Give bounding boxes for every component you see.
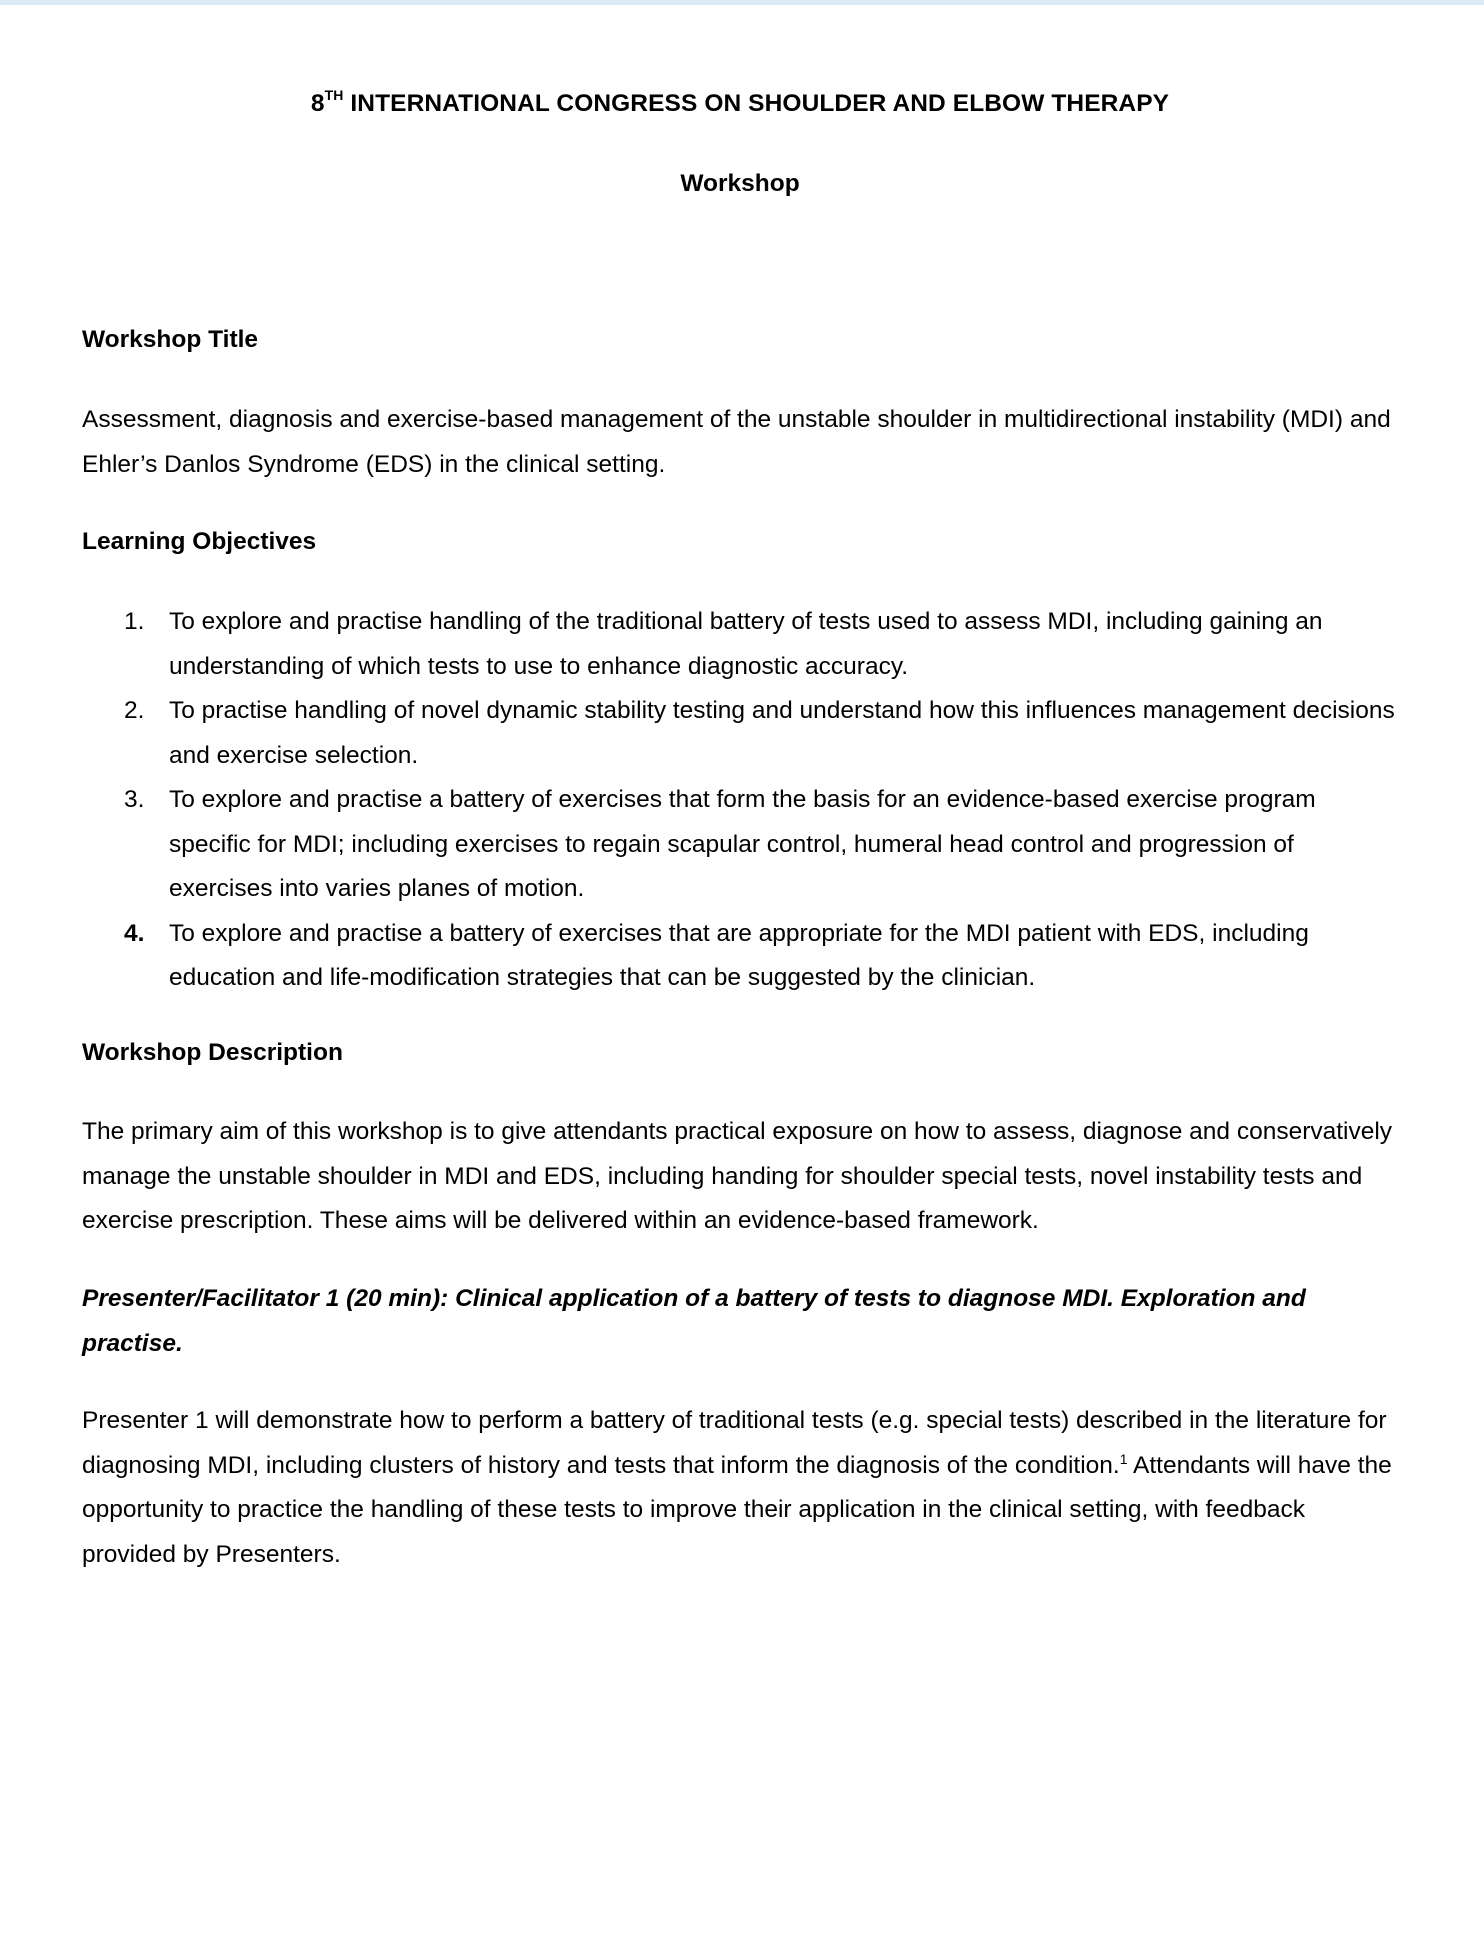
workshop-title-text: Assessment, diagnosis and exercise-based management of the unstable shoulder in multidirectional instability (MDI) and Ehler’s Danlos Syndrome (EDS) in the clinical setting. [82, 406, 1391, 478]
learning-objectives-heading: Learning Objectives [82, 528, 317, 555]
list-item [82, 912, 1398, 1001]
workshop-title-heading: Workshop Title [82, 326, 259, 353]
workshop-description-heading: Workshop Description [82, 1039, 343, 1066]
presenter-text: Presenter 1 will demonstrate how to perform a battery of traditional tests (e.g. special tests) described in the literature for diagnosing MDI, including clusters of history and tests that inform the diagnosis of the condition.$^1$ Attendants will have the opportunity to practice the handling of these tests to improve their application in the clinical setting, with feedback provided by Presenters. [82, 1407, 1392, 1568]
top-edge-strip [0, 0, 1484, 5]
document-subtitle: Workshop [680, 170, 800, 197]
objective-text: To explore and practise a battery of exercises that are appropriate for the MDI patient with EDS, including education and life-modification strategies that can be suggested by the clinician. [169, 919, 1309, 991]
list-number: 2. [124, 697, 145, 724]
list-item [82, 778, 1398, 912]
list-number: 3. [124, 786, 145, 813]
ordinal-superscript: TH [324, 86, 344, 103]
conference-title: 8TH INTERNATIONAL CONGRESS ON SHOULDER AND ELBOW THERAPY [310, 86, 1170, 117]
footnote-marker: 1 [1119, 1450, 1128, 1467]
list-item [82, 600, 1398, 689]
list-number: 4. [124, 919, 145, 947]
list-item [82, 689, 1398, 778]
presenter-heading: Presenter/Facilitator 1 (20 min): Clinical application of a battery of tests to diagnose MDI. Exploration and practise. [82, 1285, 1306, 1357]
objectives-list [82, 600, 1398, 1001]
list-number: 1. [124, 608, 145, 635]
objective-text: To explore and practise a battery of exercises that form the basis for an evidence-based exercise program specific for MDI; including exercises to regain scapular control, humeral head control and progression of exercises into varies planes of motion. [169, 786, 1316, 902]
workshop-description-text: The primary aim of this workshop is to give attendants practical exposure on how to assess, diagnose and conservatively manage the unstable shoulder in MDI and EDS, including handing for shoulder special tests, novel instability tests and exercise prescription. These aims will be delivered within an evidence-based framework. [82, 1118, 1393, 1234]
objective-text: To explore and practise handling of the traditional battery of tests used to assess MDI, including gaining an understanding of which tests to use to enhance diagnostic accuracy. [169, 608, 1323, 680]
objective-text: To practise handling of novel dynamic stability testing and understand how this influences management decisions and exercise selection. [169, 697, 1395, 769]
